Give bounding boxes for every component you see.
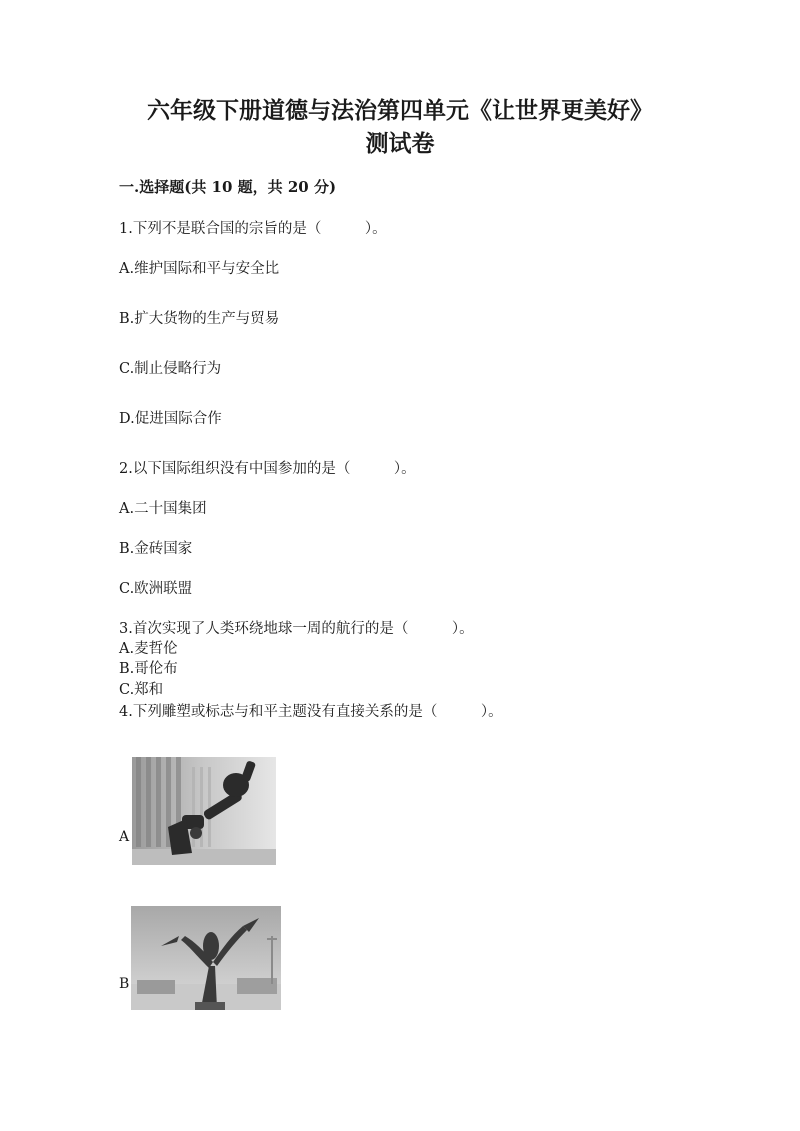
section-heading: 一.选择题(共 10 题，共 20 分) xyxy=(119,178,337,196)
question-4-option-b: B xyxy=(119,976,130,992)
document-title-line1: 六年级下册道德与法治第四单元《让世界更美好》 xyxy=(147,97,653,124)
question-3-option-b: B.哥伦布 xyxy=(119,661,178,677)
question-3-stem: 3.首次实现了人类环绕地球一周的航行的是（ ）。 xyxy=(119,621,474,637)
question-1-option-c: C.制止侵略行为 xyxy=(119,361,222,377)
question-4-stem: 4.下列雕塑或标志与和平主题没有直接关系的是（ ）。 xyxy=(119,704,503,720)
question-2-option-b: B.金砖国家 xyxy=(119,541,193,557)
question-1-option-b: B.扩大货物的生产与贸易 xyxy=(119,311,280,327)
question-2-option-a: A.二十国集团 xyxy=(119,501,207,517)
question-1-option-d: D.促进国际合作 xyxy=(119,411,222,427)
question-2-stem: 2.以下国际组织没有中国参加的是（ ）。 xyxy=(119,461,416,477)
question-2-option-c: C.欧洲联盟 xyxy=(119,581,193,597)
question-1-option-a: A.维护国际和平与安全比 xyxy=(119,261,280,277)
question-3-option-c: C.郑和 xyxy=(119,682,164,698)
question-1-stem: 1.下列不是联合国的宗旨的是（ ）。 xyxy=(119,221,387,237)
knotted-gun-sculpture-photo xyxy=(132,757,276,865)
question-4-option-a: A xyxy=(119,829,130,845)
peace-sculpture-photo xyxy=(131,906,281,1010)
document-title-line2: 测试卷 xyxy=(365,130,435,157)
question-3-option-a: A.麦哲伦 xyxy=(119,641,178,657)
